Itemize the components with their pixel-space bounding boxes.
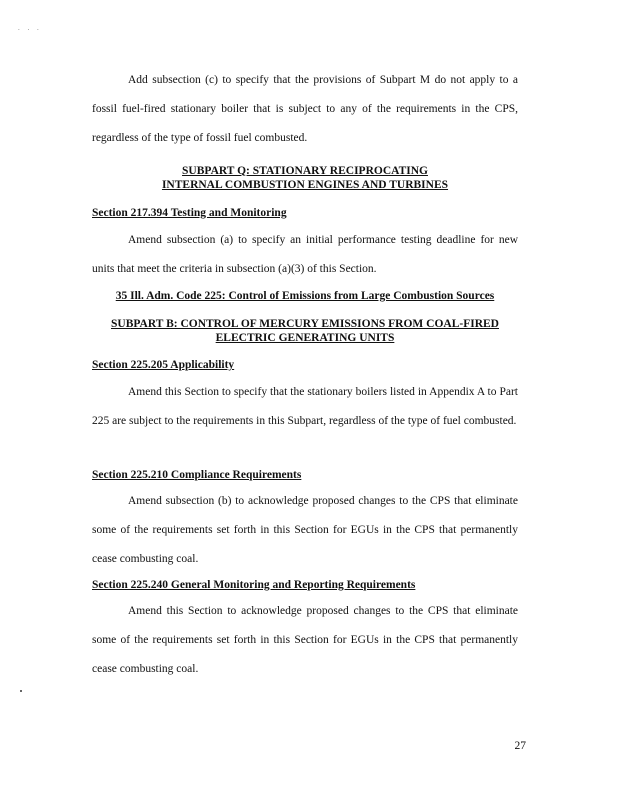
paragraph-225-205 (92, 378, 518, 436)
paragraph-225-240 (92, 597, 518, 684)
paragraph-text: Amend this Section to specify that the stationary boilers listed in Appendix A to Part 225 are subject to the requirements in this Subpart, regardless of the type of fuel combusted. (92, 386, 518, 427)
section-225-210-heading: Section 225.210 Compliance Requirements (92, 469, 302, 481)
subpart-b-heading (92, 317, 518, 345)
section-225-240-heading: Section 225.240 General Monitoring and Reporting Requirements (92, 579, 416, 591)
scan-specks: . . . (18, 24, 42, 32)
subpart-q-heading-line2: INTERNAL COMBUSTION ENGINES AND TURBINES (161, 179, 449, 191)
section-225-205-heading: Section 225.205 Applicability (92, 359, 235, 371)
paragraph-217-394 (92, 226, 518, 284)
subpart-b-heading-line1: SUBPART B: CONTROL OF MERCURY EMISSIONS FROM COAL-FIRED (111, 318, 499, 330)
paragraph-text: Amend subsection (a) to specify an initial performance testing deadline for new units that meet the criteria in subsection (a)(3) of this Section. (92, 234, 518, 275)
subpart-q-heading (92, 164, 518, 192)
code-225-heading: 35 Ill. Adm. Code 225: Control of Emissions from Large Combustion Sources (115, 290, 495, 302)
scan-speck-dot (20, 690, 22, 692)
page-number: 27 (514, 740, 526, 752)
section-217-394-heading: Section 217.394 Testing and Monitoring (92, 207, 287, 219)
paragraph-text: Amend this Section to acknowledge proposed changes to the CPS that eliminate some of the requirements set forth in this Section for EGUs in the CPS that permanently cease combusting coal. (92, 605, 518, 675)
paragraph-225-210 (92, 487, 518, 574)
paragraph-text: Add subsection (c) to specify that the provisions of Subpart M do not apply to a fossil fuel-fired stationary boiler that is subject to any of the requirements in the CPS, regardless of the type of fossil fuel combusted. (92, 74, 518, 144)
subpart-b-heading-line2: ELECTRIC GENERATING UNITS (215, 332, 395, 344)
paragraph-subpart-m (92, 66, 518, 153)
paragraph-text: Amend subsection (b) to acknowledge proposed changes to the CPS that eliminate some of the requirements set forth in this Section for EGUs in the CPS that permanently cease combusting coal. (92, 495, 518, 565)
subpart-q-heading-line1: SUBPART Q: STATIONARY RECIPROCATING (182, 165, 428, 177)
